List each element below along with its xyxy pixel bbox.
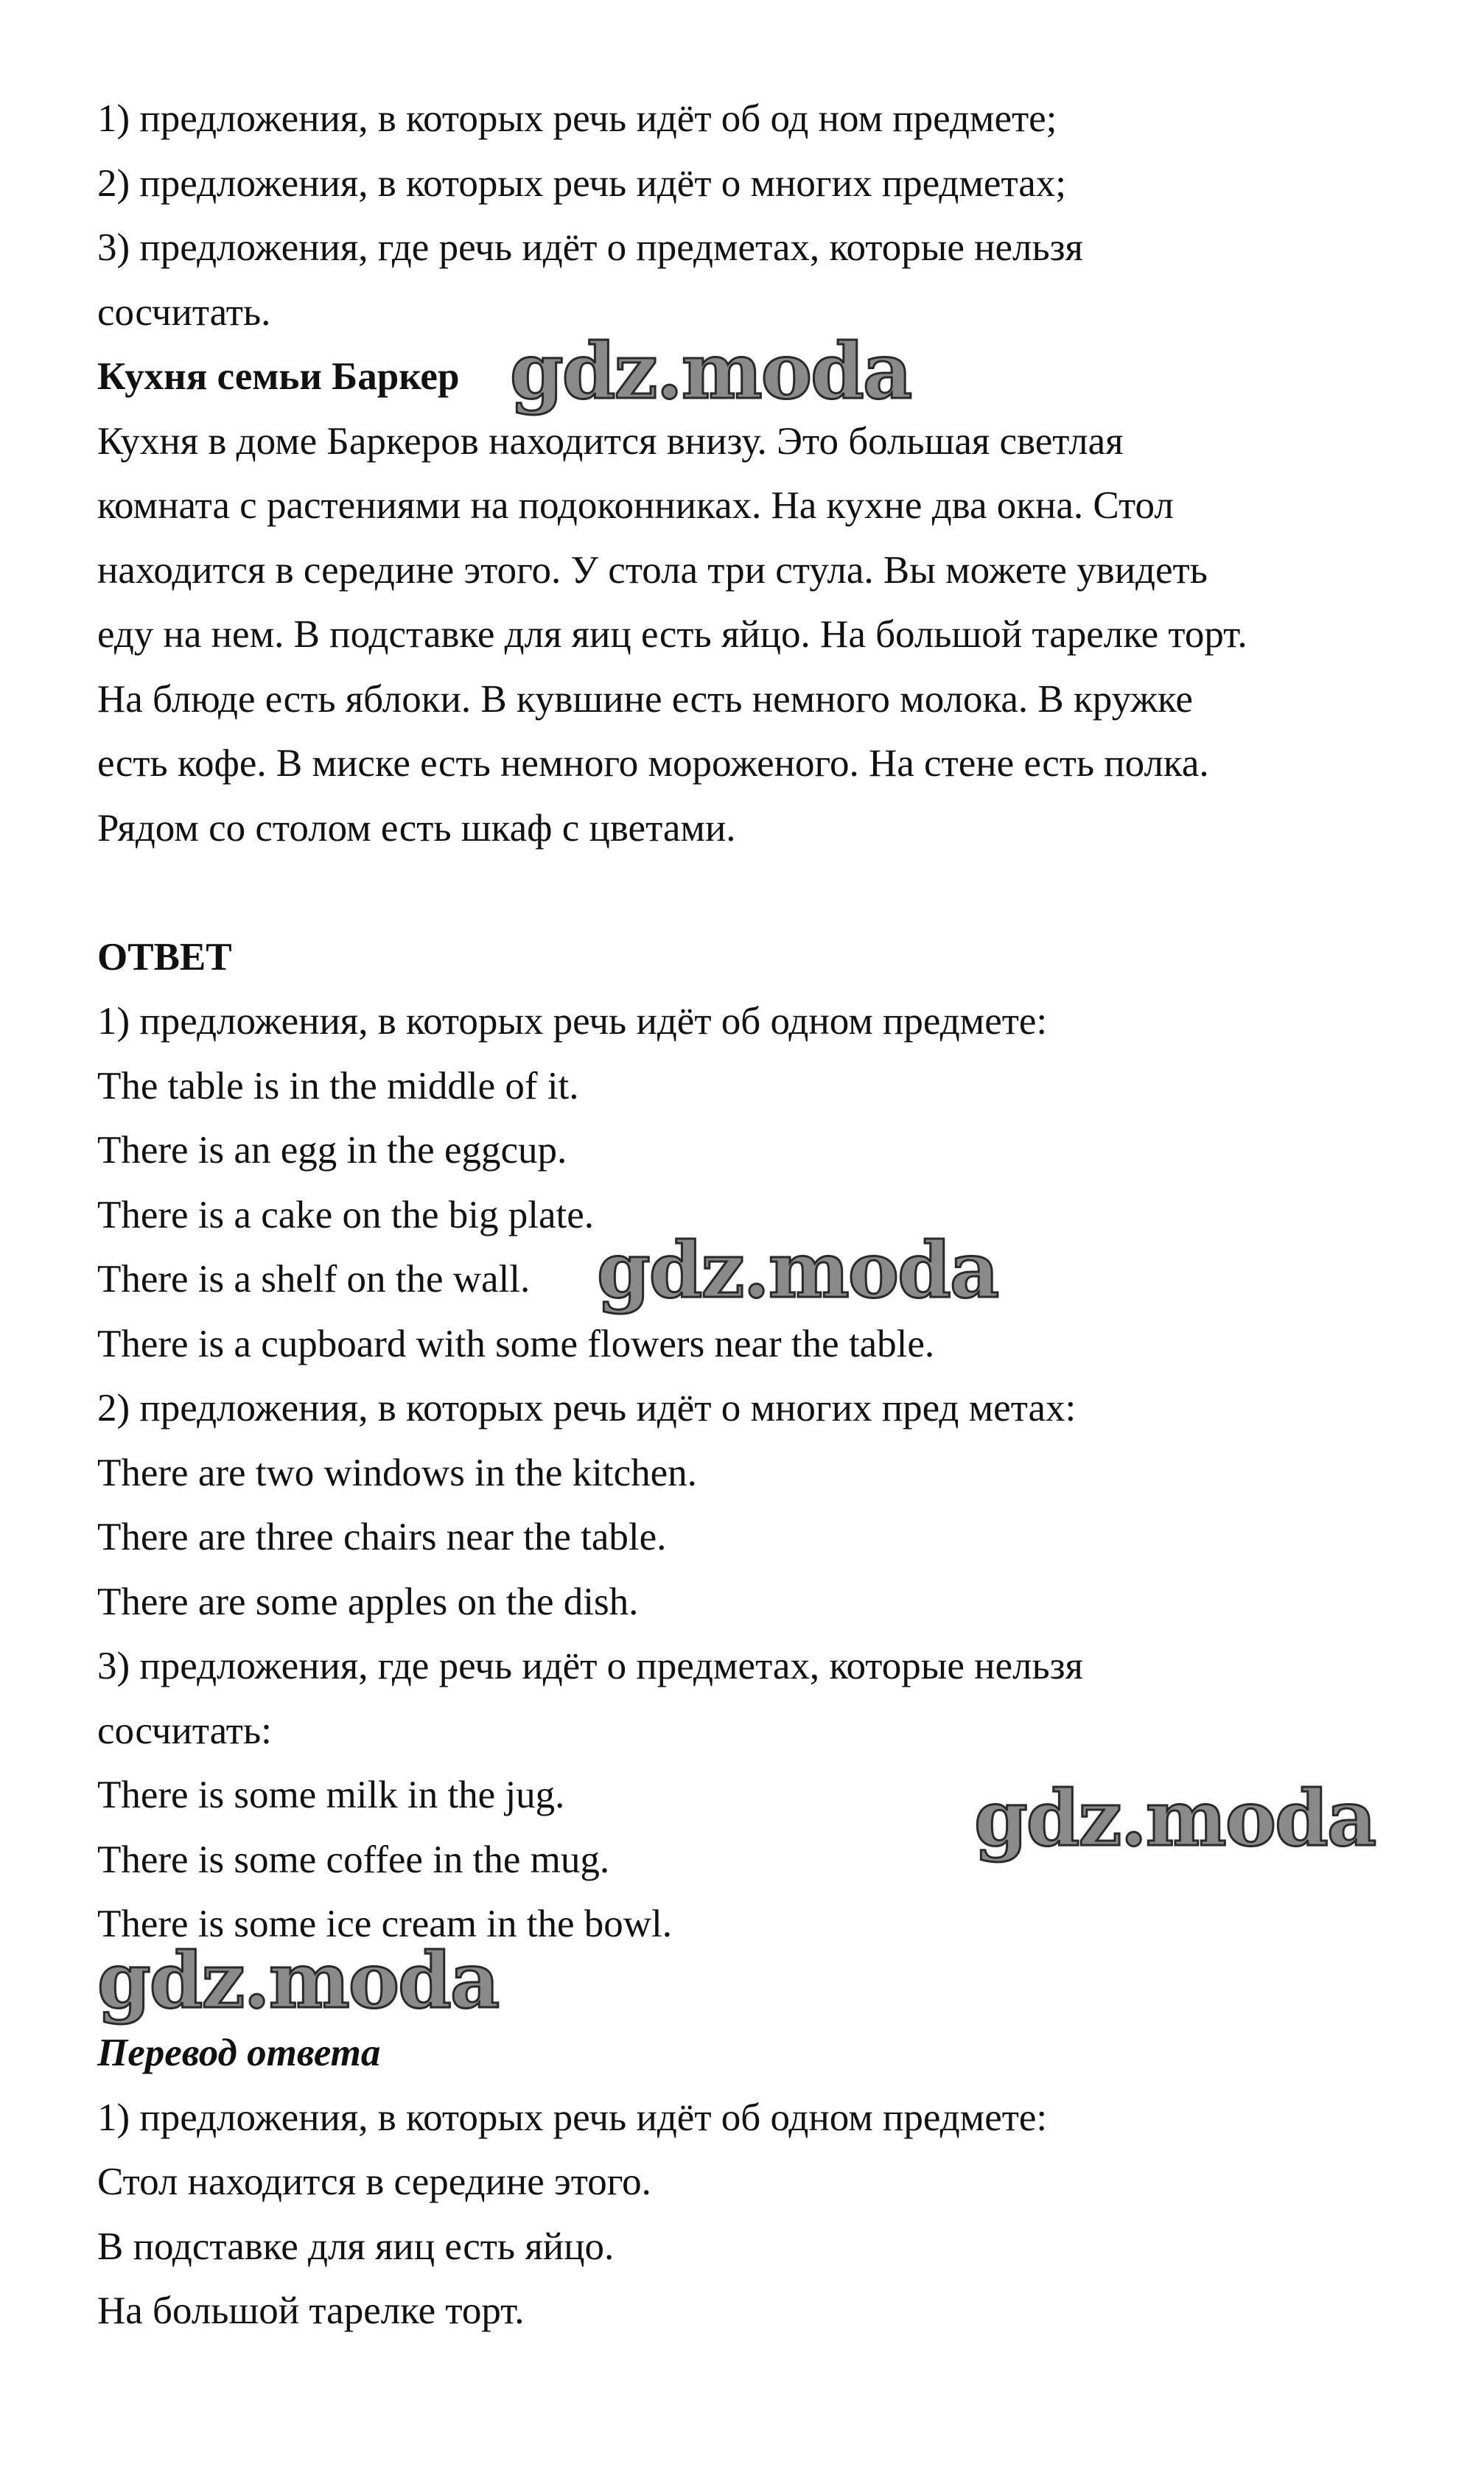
watermark-logo: gdz.moda bbox=[974, 1773, 1376, 1864]
answer-line-5: There is a shelf on the wall. bbox=[97, 1258, 531, 1301]
watermark-logo: gdz.moda bbox=[597, 1225, 998, 1315]
text-line-1: Кухня в доме Баркеров находится внизу. Это большая светлая bbox=[97, 419, 1124, 463]
text-line-4: еду на нем. В подставке для яиц есть яйцо. На большой тарелке торт. bbox=[97, 613, 1247, 656]
text-line-3: находится в середине этого. У стола три стула. Вы можете увидеть bbox=[97, 548, 1208, 592]
answer-line-13: There is some milk in the jug. bbox=[97, 1774, 565, 1816]
text-line-2: комната с растениями на подоконниках. На кухне два окна. Стол bbox=[97, 484, 1174, 527]
answer-line-2: The table is in the middle of it. bbox=[97, 1064, 579, 1107]
text-line-7: Рядом со столом есть шкаф с цветами. bbox=[97, 806, 736, 850]
answer-line-14: There is some coffee in the mug. bbox=[97, 1838, 610, 1881]
text-line-5: На блюде есть яблоки. В кувшине есть немного молока. В кружке bbox=[97, 677, 1193, 721]
task-line-1: 1) предложения, в которых речь идёт об од ном предмете; bbox=[97, 97, 1057, 140]
translation-line-2: Стол находится в середине этого. bbox=[97, 2160, 651, 2203]
answer-line-6: There is a cupboard with some flowers near the table. bbox=[97, 1322, 935, 1365]
task-line-4: сосчитать. bbox=[97, 290, 271, 334]
watermark-logo: gdz.moda bbox=[97, 1935, 499, 2026]
answer-line-8: There are two windows in the kitchen. bbox=[97, 1451, 697, 1494]
translation-heading: Перевод ответа bbox=[97, 2032, 381, 2074]
answer-line-7: 2) предложения, в которых речь идёт о многих пред метах: bbox=[97, 1387, 1077, 1430]
answer-line-11: 3) предложения, где речь идёт о предметах, которые нельзя bbox=[97, 1645, 1083, 1687]
answer-line-3: There is an egg in the eggcup. bbox=[97, 1129, 567, 1172]
text-line-6: есть кофе. В миске есть немного мороженого. На стене есть полка. bbox=[97, 742, 1209, 785]
answer-line-4: There is a cake on the big plate. bbox=[97, 1193, 594, 1236]
answer-heading: ОТВЕТ bbox=[97, 935, 232, 979]
answer-line-9: There are three chairs near the table. bbox=[97, 1516, 667, 1558]
translation-line-3: В подставке для яиц есть яйцо. bbox=[97, 2225, 615, 2268]
translation-line-4: На большой тарелке торт. bbox=[97, 2289, 525, 2332]
answer-line-1: 1) предложения, в которых речь идёт об одном предмете: bbox=[97, 1000, 1048, 1043]
watermark-logo: gdz.moda bbox=[510, 326, 911, 416]
task-line-3: 3) предложения, где речь идёт о предметах, которые нельзя bbox=[97, 226, 1083, 269]
translation-line-1: 1) предложения, в которых речь идёт об одном предмете: bbox=[97, 2096, 1048, 2139]
answer-line-10: There are some apples on the dish. bbox=[97, 1580, 639, 1623]
answer-line-12: сосчитать: bbox=[97, 1709, 272, 1752]
answer-line-15: There is some ice cream in the bowl. bbox=[97, 1903, 672, 1945]
task-line-2: 2) предложения, в которых речь идёт о многих предметах; bbox=[97, 161, 1067, 205]
blank-line bbox=[97, 861, 1468, 925]
text-title: Кухня семьи Баркер bbox=[97, 355, 460, 398]
